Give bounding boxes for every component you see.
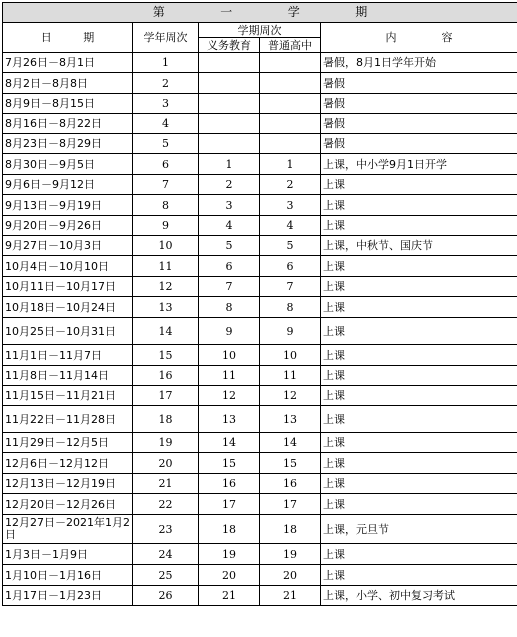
table-row [3,134,517,154]
table-row [3,297,517,318]
year-week-cell: 13 [133,297,199,318]
content-cell: 上课 [321,494,517,515]
term-week-header: 学期周次 [199,23,321,38]
year-week-cell: 4 [133,114,199,134]
year-week-cell: 2 [133,73,199,94]
year-week-cell: 23 [133,515,199,544]
high-school-week-cell: 7 [260,277,321,297]
year-week-cell: 21 [133,474,199,494]
content-cell: 暑假 [321,94,517,114]
year-week-cell: 15 [133,345,199,366]
date-cell: 12月27日－2021年1月2日 [3,515,133,544]
content-cell: 上课 [321,565,517,586]
compulsory-week-cell: 20 [199,565,260,586]
date-header: 日 期 [3,23,133,53]
high-school-week-cell [260,94,321,114]
content-cell: 上课 [321,453,517,474]
table-row [3,406,517,433]
high-school-week-cell: 13 [260,406,321,433]
date-cell: 8月23日－8月29日 [3,134,133,154]
table-row [3,154,517,175]
year-week-cell: 18 [133,406,199,433]
content-cell: 上课，元旦节 [321,515,517,544]
date-cell: 7月26日－8月1日 [3,53,133,73]
compulsory-week-cell: 16 [199,474,260,494]
date-cell: 10月25日－10月31日 [3,318,133,345]
date-cell: 1月17日－1月23日 [3,586,133,606]
date-cell: 8月9日－8月15日 [3,94,133,114]
date-cell: 12月20日－12月26日 [3,494,133,515]
date-cell: 10月11日－10月17日 [3,277,133,297]
compulsory-week-cell: 19 [199,544,260,565]
year-week-cell: 20 [133,453,199,474]
compulsory-header: 义务教育 [199,38,260,53]
table-row [3,114,517,134]
date-cell: 1月10日－1月16日 [3,565,133,586]
year-week-cell: 12 [133,277,199,297]
high-school-week-cell [260,53,321,73]
high-school-header: 普通高中 [260,38,321,53]
compulsory-week-cell [199,73,260,94]
high-school-week-cell: 21 [260,586,321,606]
title-char: 期 [355,5,368,19]
content-cell: 暑假，8月1日学年开始 [321,53,517,73]
high-school-week-cell: 20 [260,565,321,586]
content-cell: 上课 [321,318,517,345]
table-row [3,236,517,256]
year-week-cell: 11 [133,256,199,277]
content-cell: 上课 [321,297,517,318]
high-school-week-cell: 17 [260,494,321,515]
table-row [3,474,517,494]
high-school-week-cell: 16 [260,474,321,494]
compulsory-week-cell: 10 [199,345,260,366]
year-week-cell: 3 [133,94,199,114]
year-week-cell: 8 [133,195,199,216]
high-school-week-cell: 4 [260,216,321,236]
date-cell: 12月6日－12月12日 [3,453,133,474]
year-week-cell: 6 [133,154,199,175]
year-week-cell: 9 [133,216,199,236]
date-cell: 8月2日－8月8日 [3,73,133,94]
compulsory-week-cell: 12 [199,386,260,406]
semester-calendar-table [2,2,517,606]
compulsory-week-cell: 8 [199,297,260,318]
high-school-week-cell: 6 [260,256,321,277]
content-header: 内 容 [321,23,517,53]
table-row [3,565,517,586]
table-row [3,494,517,515]
table-row [3,318,517,345]
high-school-week-cell: 14 [260,433,321,453]
year-week-cell: 16 [133,366,199,386]
year-week-cell: 1 [133,53,199,73]
high-school-week-cell: 2 [260,175,321,195]
compulsory-week-cell [199,134,260,154]
table-row [3,94,517,114]
table-row [3,216,517,236]
high-school-week-cell: 3 [260,195,321,216]
compulsory-week-cell: 13 [199,406,260,433]
high-school-week-cell [260,73,321,94]
table-row [3,453,517,474]
content-cell: 上课 [321,366,517,386]
content-cell: 上课，中小学9月1日开学 [321,154,517,175]
high-school-week-cell: 15 [260,453,321,474]
year-week-cell: 25 [133,565,199,586]
compulsory-week-cell: 21 [199,586,260,606]
high-school-week-cell: 11 [260,366,321,386]
year-week-cell: 19 [133,433,199,453]
compulsory-week-cell: 15 [199,453,260,474]
content-cell: 暑假 [321,73,517,94]
content-cell: 暑假 [321,114,517,134]
date-cell: 9月27日－10月3日 [3,236,133,256]
year-week-header: 学年周次 [133,23,199,53]
date-cell: 9月6日－9月12日 [3,175,133,195]
year-week-cell: 22 [133,494,199,515]
year-week-cell: 14 [133,318,199,345]
year-week-cell: 26 [133,586,199,606]
year-week-cell: 24 [133,544,199,565]
table-row [3,345,517,366]
high-school-week-cell: 5 [260,236,321,256]
content-cell: 上课 [321,175,517,195]
date-cell: 10月18日－10月24日 [3,297,133,318]
compulsory-week-cell: 14 [199,433,260,453]
title-char: 一 [220,5,233,19]
title-char: 学 [287,5,300,19]
high-school-week-cell: 10 [260,345,321,366]
compulsory-week-cell: 6 [199,256,260,277]
content-cell: 暑假 [321,134,517,154]
content-cell: 上课 [321,195,517,216]
content-cell: 上课，中秋节、国庆节 [321,236,517,256]
year-week-cell: 5 [133,134,199,154]
compulsory-week-cell: 5 [199,236,260,256]
date-cell: 11月8日－11月14日 [3,366,133,386]
content-cell: 上课 [321,386,517,406]
content-cell: 上课 [321,277,517,297]
content-cell: 上课 [321,406,517,433]
compulsory-week-cell: 11 [199,366,260,386]
date-cell: 10月4日－10月10日 [3,256,133,277]
table-row [3,433,517,453]
compulsory-week-cell: 3 [199,195,260,216]
compulsory-week-cell: 4 [199,216,260,236]
semester-title [3,3,517,23]
compulsory-week-cell [199,53,260,73]
compulsory-week-cell: 2 [199,175,260,195]
date-cell: 1月3日－1月9日 [3,544,133,565]
date-cell: 11月22日－11月28日 [3,406,133,433]
date-cell: 9月13日－9月19日 [3,195,133,216]
high-school-week-cell: 18 [260,515,321,544]
date-cell: 12月13日－12月19日 [3,474,133,494]
content-cell: 上课，小学、初中复习考试 [321,586,517,606]
high-school-week-cell: 19 [260,544,321,565]
year-week-cell: 17 [133,386,199,406]
date-cell: 11月15日－11月21日 [3,386,133,406]
high-school-week-cell [260,134,321,154]
table-row [3,53,517,73]
compulsory-week-cell: 17 [199,494,260,515]
table-row [3,195,517,216]
high-school-week-cell [260,114,321,134]
table-row [3,586,517,606]
compulsory-week-cell: 9 [199,318,260,345]
table-row [3,366,517,386]
content-cell: 上课 [321,216,517,236]
compulsory-week-cell [199,114,260,134]
high-school-week-cell: 1 [260,154,321,175]
table-row [3,544,517,565]
content-cell: 上课 [321,345,517,366]
table-row [3,256,517,277]
header-row [3,23,517,38]
table-row [3,515,517,544]
content-cell: 上课 [321,474,517,494]
content-cell: 上课 [321,544,517,565]
date-cell: 11月1日－11月7日 [3,345,133,366]
year-week-cell: 7 [133,175,199,195]
compulsory-week-cell: 18 [199,515,260,544]
table-row [3,386,517,406]
date-cell: 8月30日－9月5日 [3,154,133,175]
date-cell: 11月29日－12月5日 [3,433,133,453]
content-cell: 上课 [321,433,517,453]
compulsory-week-cell: 1 [199,154,260,175]
high-school-week-cell: 8 [260,297,321,318]
table-row [3,277,517,297]
date-cell: 9月20日－9月26日 [3,216,133,236]
table-row [3,175,517,195]
title-row [3,3,517,23]
compulsory-week-cell: 7 [199,277,260,297]
table-row [3,73,517,94]
year-week-cell: 10 [133,236,199,256]
high-school-week-cell: 9 [260,318,321,345]
date-cell: 8月16日－8月22日 [3,114,133,134]
content-cell: 上课 [321,256,517,277]
high-school-week-cell: 12 [260,386,321,406]
compulsory-week-cell [199,94,260,114]
title-char: 第 [152,5,165,19]
